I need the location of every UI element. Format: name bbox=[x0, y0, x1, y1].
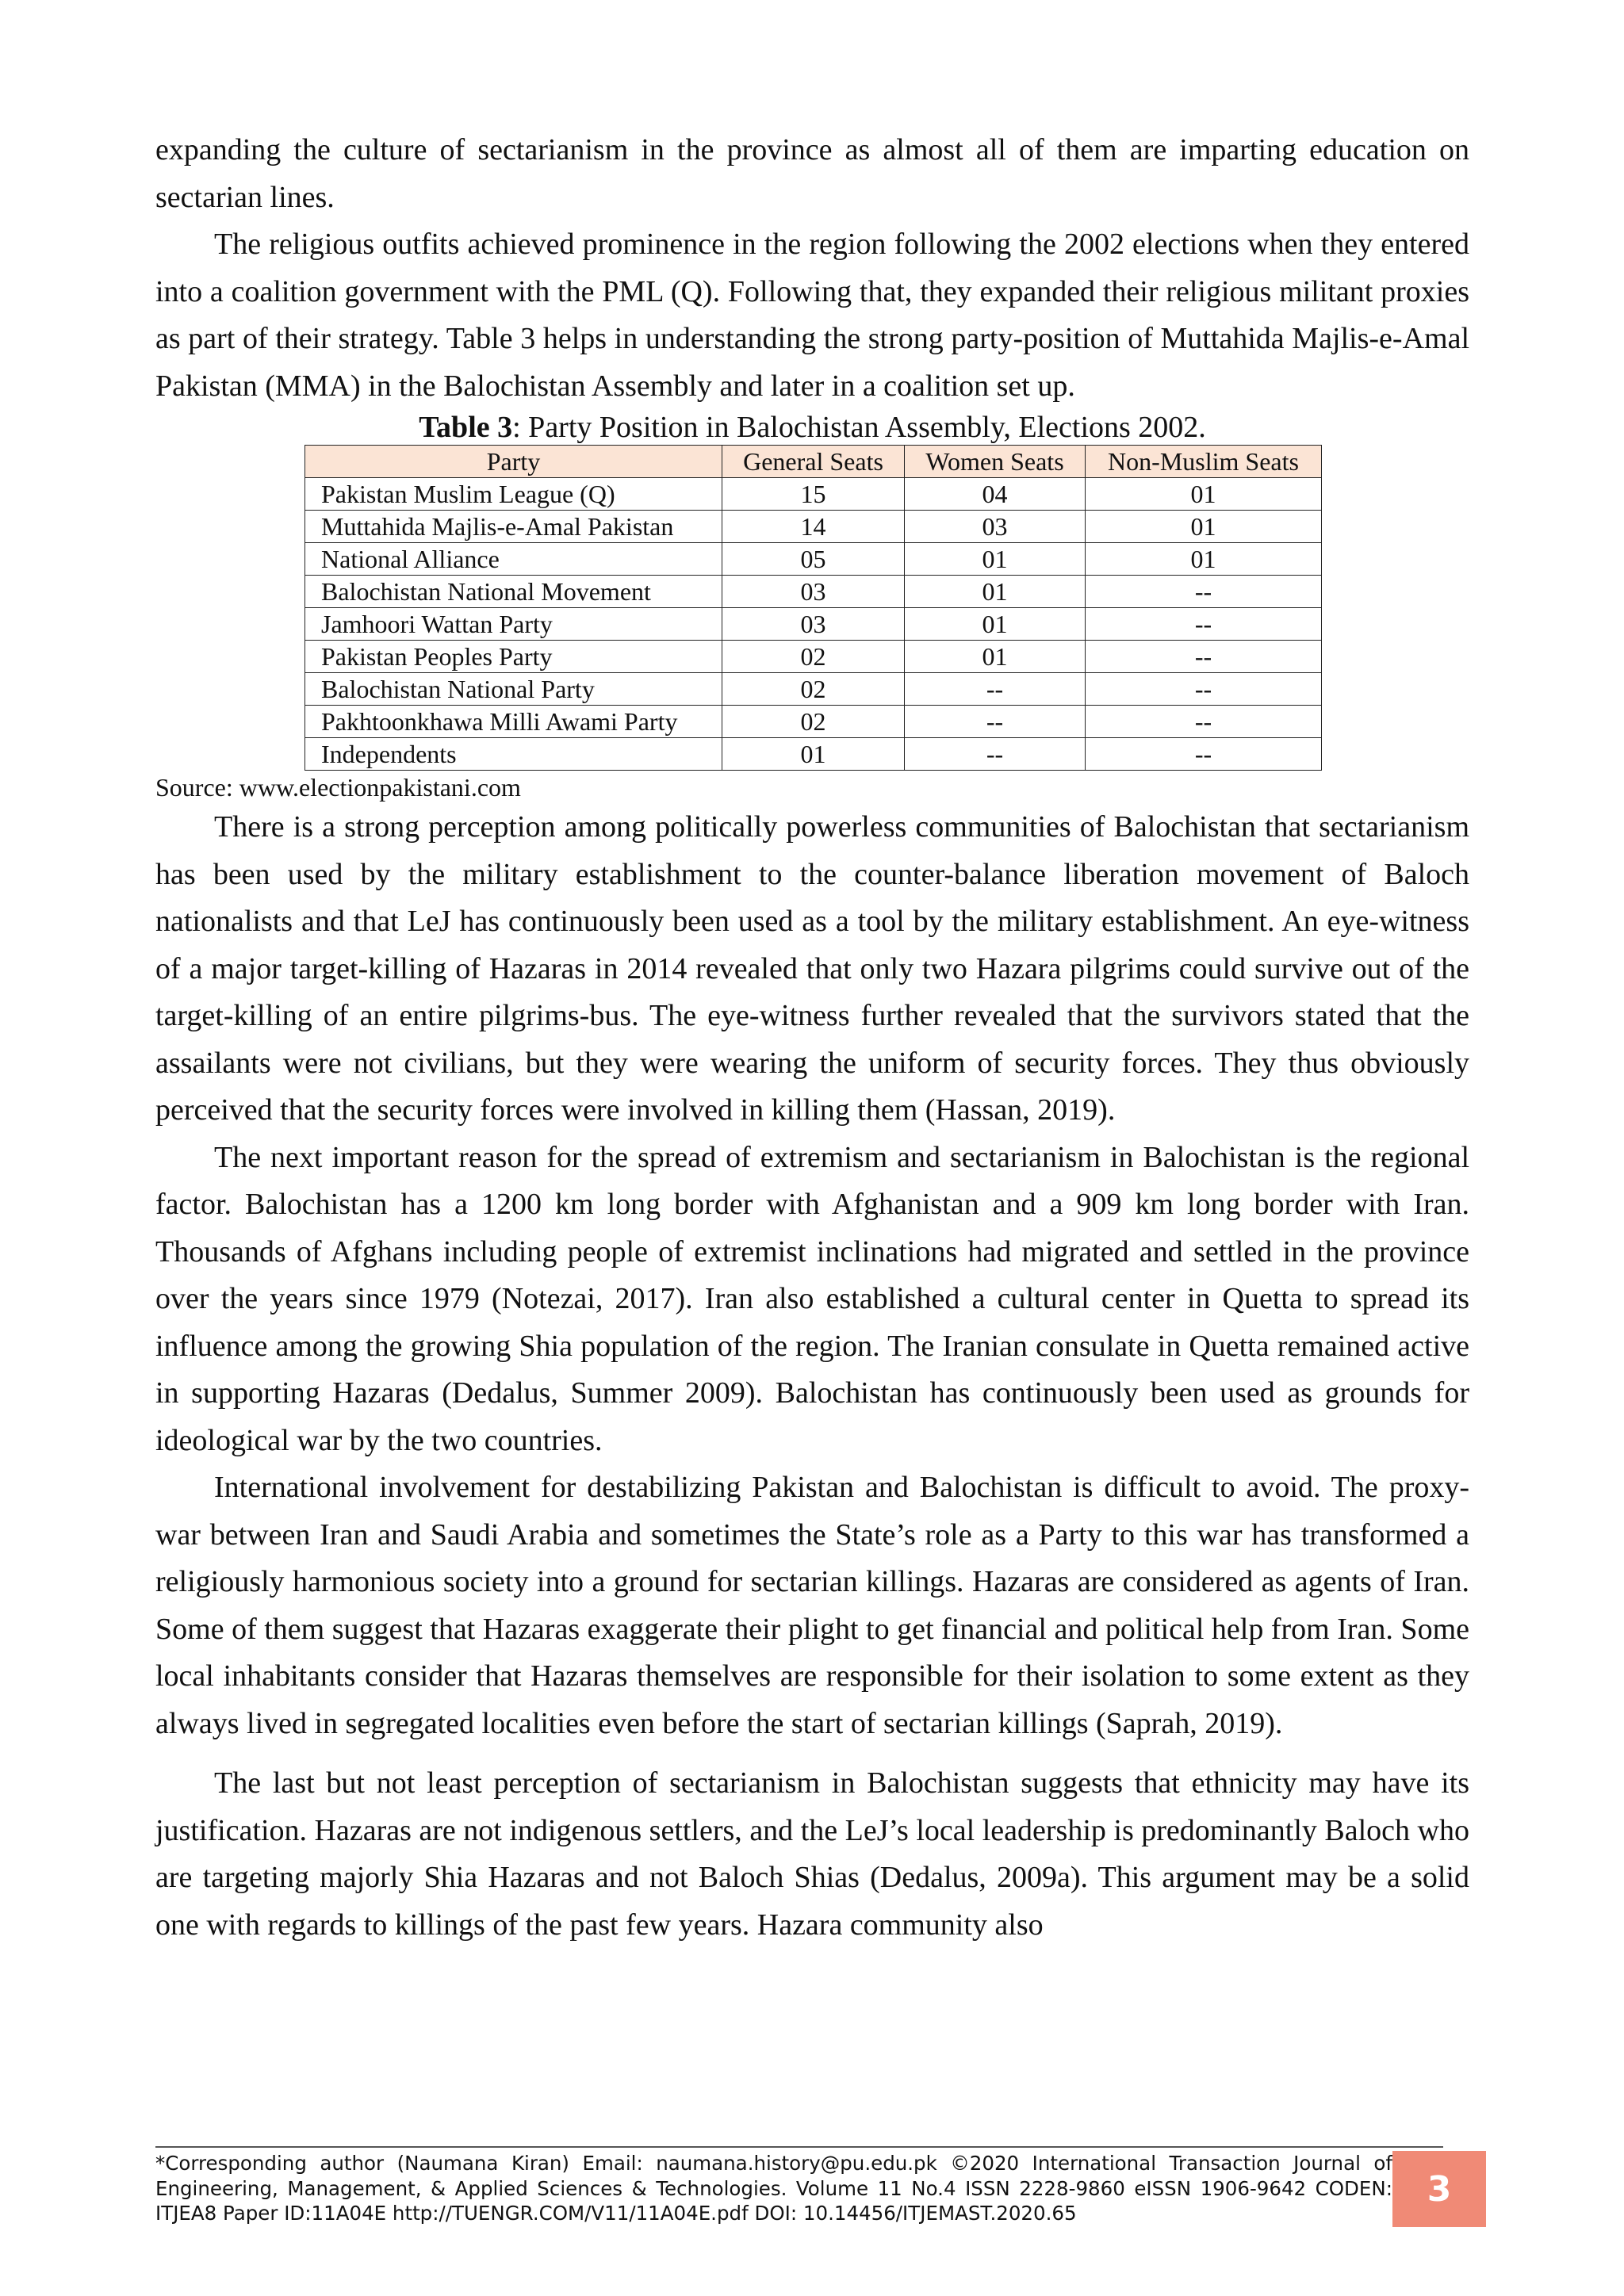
table-row bbox=[305, 673, 1322, 706]
table-row bbox=[305, 478, 1322, 511]
table-caption bbox=[155, 410, 1469, 445]
table-source: Source: www.electionpakistani.com bbox=[155, 773, 521, 802]
seat-count-cell: 02 bbox=[722, 673, 905, 706]
seat-count-cell: -- bbox=[1086, 706, 1322, 738]
party-name-cell: National Alliance bbox=[305, 543, 722, 576]
seat-count-cell: 01 bbox=[905, 641, 1086, 673]
paragraph-ethnicity: The last but not least perception of sectarianism in Balochistan suggests that ethnicity may have its justification. Hazaras are not indigenous settlers, and the LeJ’s local leadership is predominantly Baloch who are targeting majorly Shia Hazaras and not Baloch Shias (Dedalus, 2009a). This argument may be a solid one with regards to killings of the past few years. Hazara community also bbox=[155, 1766, 1469, 1942]
table-caption-label: Table 3 bbox=[419, 411, 513, 444]
header-party: Party bbox=[305, 446, 722, 478]
body-text bbox=[155, 127, 1469, 1949]
seat-count-cell: 01 bbox=[905, 543, 1086, 576]
table-body bbox=[305, 478, 1322, 771]
seat-count-cell: 03 bbox=[905, 511, 1086, 543]
seat-count-cell: -- bbox=[1086, 608, 1322, 641]
paragraph-regional-factor: The next important reason for the spread of extremism and sectarianism in Balochistan is the regional factor. Balochistan has a 1200 km long border with Afghanistan and a 909 km long border with Iran. Thousands of Afghans including people of extremist inclinations had migrated and settled in the province over the years since 1979 (Notezai, 2017). Iran also established a cultural center in Quetta to spread its influence among the growing Shia population of the region. The Iranian consulate in Quetta remained active in supporting Hazaras (Dedalus, Summer 2009). Balochistan has continuously been used as grounds for ideological war by the two countries. bbox=[155, 1140, 1469, 1457]
party-name-cell: Pakhtoonkhawa Milli Awami Party bbox=[305, 706, 722, 738]
footer-divider bbox=[155, 2146, 1443, 2148]
footer-citation: *Corresponding author (Naumana Kiran) Email: naumana.history@pu.edu.pk ©2020 International Transaction Journal of Engineering, Management, & Applied Sciences & Technologies. Volume 11 No.4 ISSN 2228-9860 eISSN 1906-9642 CODEN: ITJEA8 Paper ID:11A04E http://TUENGR.COM/V11/11A04E.pdf DOI: 10.14456/ITJEMAST.2020.65 bbox=[155, 2152, 1392, 2225]
party-name-cell: Pakistan Peoples Party bbox=[305, 641, 722, 673]
seat-count-cell: 01 bbox=[1086, 543, 1322, 576]
paragraph-religious-outfits: The religious outfits achieved prominence in the region following the 2002 elections when they entered into a coalition government with the PML (Q). Following that, they expanded their religious militant proxies as part of their strategy. Table 3 helps in understanding the strong party-position of Muttahida Majlis-e-Amal Pakistan (MMA) in the Balochistan Assembly and later in a coalition set up. bbox=[155, 228, 1469, 403]
party-name-cell: Balochistan National Party bbox=[305, 673, 722, 706]
seat-count-cell: 03 bbox=[722, 576, 905, 608]
page-number-badge: 3 bbox=[1392, 2151, 1486, 2227]
seat-count-cell: 04 bbox=[905, 478, 1086, 511]
table-row bbox=[305, 641, 1322, 673]
seat-count-cell: -- bbox=[1086, 738, 1322, 771]
seat-count-cell: 01 bbox=[905, 608, 1086, 641]
party-name-cell: Muttahida Majlis-e-Amal Pakistan bbox=[305, 511, 722, 543]
seat-count-cell: 01 bbox=[905, 576, 1086, 608]
seat-count-cell: 03 bbox=[722, 608, 905, 641]
table-row bbox=[305, 608, 1322, 641]
seat-count-cell: 02 bbox=[722, 706, 905, 738]
seat-count-cell: -- bbox=[905, 673, 1086, 706]
party-name-cell: Pakistan Muslim League (Q) bbox=[305, 478, 722, 511]
seat-count-cell: 01 bbox=[722, 738, 905, 771]
paragraph-perception: There is a strong perception among politically powerless communities of Balochistan that sectarianism has been used by the military establishment to the counter-balance liberation movement of Baloch nationalists and that LeJ has continuously been used as a tool by the military establishment. An eye-witness of a major target-killing of Hazaras in 2014 revealed that only two Hazara pilgrims could survive out of the target-killing of an entire pilgrims-bus. The eye-witness further revealed that the survivors stated that the assailants were not civilians, but they were wearing the uniform of security forces. They thus obviously perceived that the security forces were involved in killing them (Hassan, 2019). bbox=[155, 810, 1469, 1127]
seat-count-cell: 01 bbox=[1086, 511, 1322, 543]
table-row bbox=[305, 576, 1322, 608]
table-row bbox=[305, 543, 1322, 576]
seat-count-cell: 02 bbox=[722, 641, 905, 673]
paragraph-continued: expanding the culture of sectarianism in the province as almost all of them are imparting education on sectarian lines. bbox=[155, 133, 1469, 214]
table-row bbox=[305, 706, 1322, 738]
seat-count-cell: -- bbox=[1086, 576, 1322, 608]
party-position-table bbox=[304, 445, 1322, 771]
party-name-cell: Balochistan National Movement bbox=[305, 576, 722, 608]
seat-count-cell: 15 bbox=[722, 478, 905, 511]
header-women-seats: Women Seats bbox=[905, 446, 1086, 478]
header-non-muslim-seats: Non-Muslim Seats bbox=[1086, 446, 1322, 478]
table-caption-text: : Party Position in Balochistan Assembly, Elections 2002. bbox=[512, 411, 1206, 444]
header-general-seats: General Seats bbox=[722, 446, 905, 478]
table-row bbox=[305, 511, 1322, 543]
seat-count-cell: -- bbox=[1086, 673, 1322, 706]
party-name-cell: Independents bbox=[305, 738, 722, 771]
party-name-cell: Jamhoori Wattan Party bbox=[305, 608, 722, 641]
seat-count-cell: -- bbox=[905, 738, 1086, 771]
seat-count-cell: 05 bbox=[722, 543, 905, 576]
seat-count-cell: 01 bbox=[1086, 478, 1322, 511]
paragraph-international: International involvement for destabilizing Pakistan and Balochistan is difficult to avoid. The proxy-war between Iran and Saudi Arabia and sometimes the State’s role as a Party to this war has transformed a religiously harmonious society into a ground for sectarian killings. Hazaras are considered as agents of Iran. Some of them suggest that Hazaras exaggerate their plight to get financial and political help from Iran. Some local inhabitants consider that Hazaras themselves are responsible for their isolation to some extent as they always lived in segregated localities even before the start of sectarian killings (Saprah, 2019). bbox=[155, 1471, 1469, 1740]
seat-count-cell: 14 bbox=[722, 511, 905, 543]
table-row bbox=[305, 738, 1322, 771]
seat-count-cell: -- bbox=[1086, 641, 1322, 673]
seat-count-cell: -- bbox=[905, 706, 1086, 738]
table-header-row bbox=[305, 446, 1322, 478]
